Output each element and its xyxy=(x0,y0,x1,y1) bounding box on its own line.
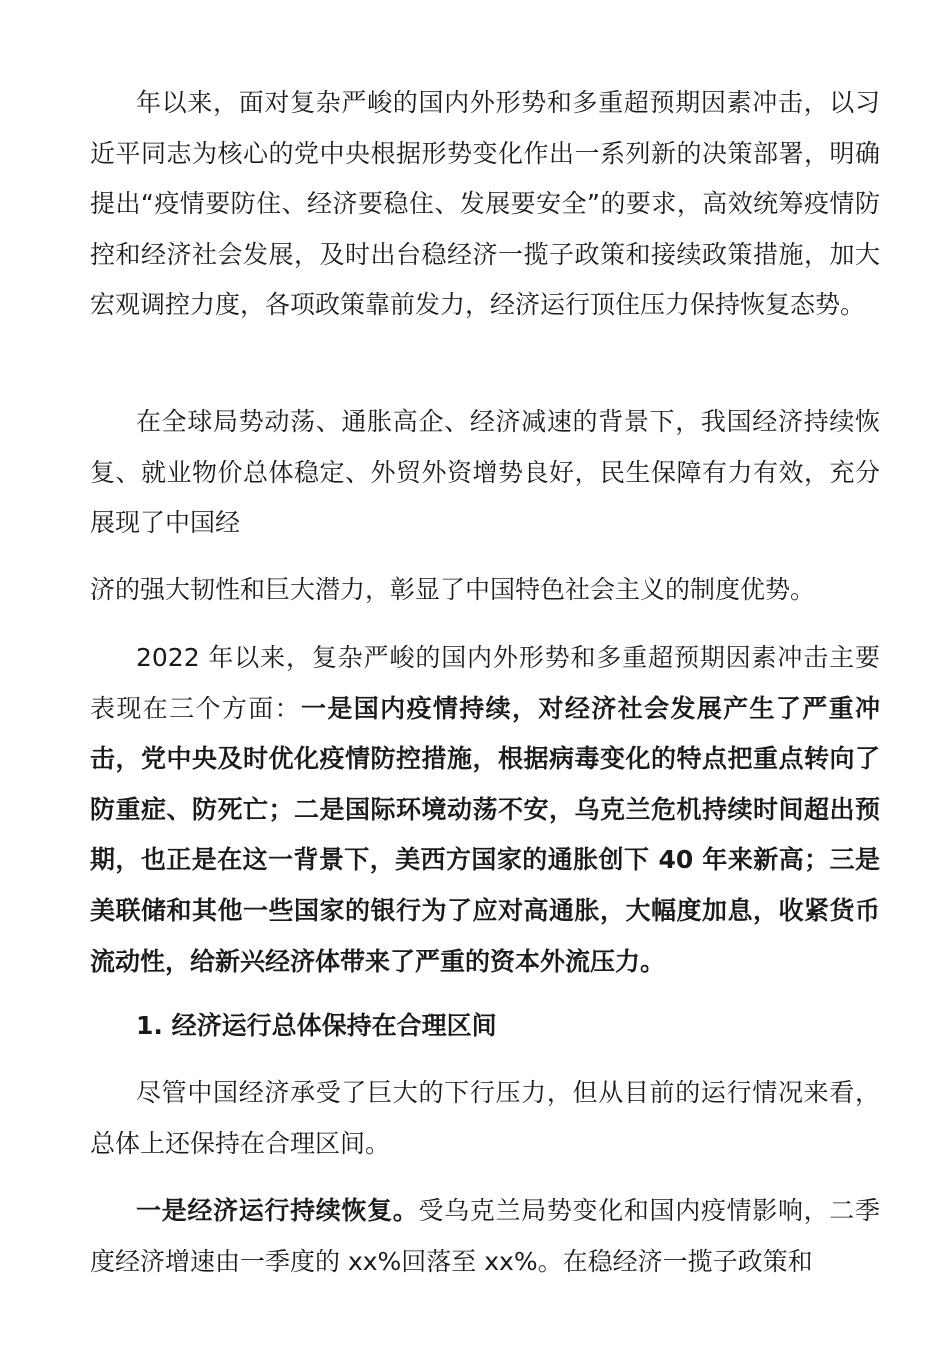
paragraph-recovery xyxy=(90,1186,880,1316)
recovery-bold-lead: 一是经济运行持续恢复。 xyxy=(136,1196,419,1225)
three-aspects-bold-text: 一是国内疫情持续，对经济社会发展产生了严重冲击，党中央及时优化疫情防控措施，根据病毒变化的特点把重点转向了防重症、防死亡；二是国际环境动荡不安，乌克兰危机持续时间超出预期，也正是在这一背景下，美西方国家的通胀创下 40 年来新高；三是美联储和其他一些国家的银行为了应对高通胀，大幅度加息，收紧货币流动性，给新兴经济体带来了严重的资本外流压力。 xyxy=(90,693,880,976)
three-aspects-intro: 2022 年以来，复杂严峻的国内外形势和多重超预期因素冲击主要表现在三个方面： xyxy=(90,643,880,723)
paragraph-global-context-continued: 济的强大韧性和巨大潜力，彰显了中国特色社会主义的制度优势。 xyxy=(90,575,816,604)
paragraph-situation-overview: 年以来，面对复杂严峻的国内外形势和多重超预期因素冲击，以习近平同志为核心的党中央根据形势变化作出一系列新的决策部署，明确提出“疫情要防住、经济要稳住、发展要安全”的要求，高效统筹疫情防控和经济社会发展，及时出台稳经济一揽子政策和接续政策措施，加大宏观调控力度，各项政策靠前发力，经济运行顶住压力保持恢复态势。 xyxy=(90,88,880,320)
recovery-text: 受乌克兰局势变化和国内疫情影响，二季度经济增速由一季度的 xx%回落至 xx%。在稳经济一揽子政策和 xyxy=(90,1196,880,1276)
paragraph-global-context: 在全球局势动荡、通胀高企、经济减速的背景下，我国经济持续恢复、就业物价总体稳定、外贸外资增势良好，民生保障有力有效，充分展现了中国经 xyxy=(90,407,880,538)
paragraph-reasonable-range: 尽管中国经济承受了巨大的下行压力，但从目前的运行情况来看，总体上还保持在合理区间。 xyxy=(90,1078,880,1158)
paragraph-three-aspects xyxy=(90,633,880,987)
section-heading-1: 1. 经济运行总体保持在合理区间 xyxy=(136,1011,497,1040)
